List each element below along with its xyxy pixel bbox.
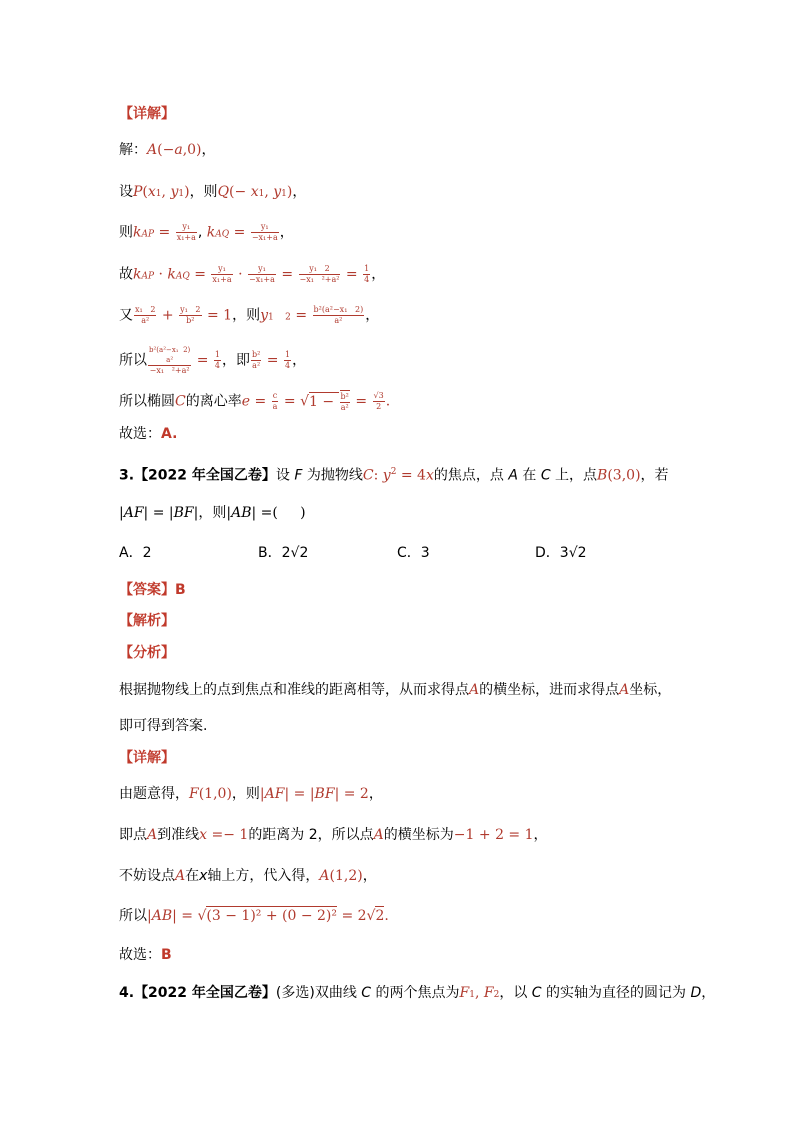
fenxi-heading: 【分析】 — [119, 645, 175, 661]
answer-label: 【答案】B — [119, 582, 186, 598]
option-b — [258, 543, 308, 563]
detail3-line-2: 即点A到准线x =− 1的距离为 2，所以点A的横坐标为−1 + 2 = 1， — [119, 827, 548, 843]
solution-line-7: 所以椭圆C的离心率e = $\frac{c}{a}$ = √1 − $\frac{\text{b²}}{\text{a²}}$ = $\frac{√3}{2}$ . — [119, 391, 391, 412]
question4-stem: 4.【2022 年全国乙卷】(多选)双曲线 C 的两个焦点为F1, F2，以 C 的实轴为直径的圆记为 D， — [119, 985, 716, 1001]
option-c — [397, 543, 430, 563]
detail3-line-1: 由题意得，F(1,0)，则|AF| = |BF| = 2， — [119, 786, 383, 802]
question3-number: 3. — [119, 467, 135, 484]
choice-line-3: 故选：B — [119, 947, 172, 963]
detail3-line-4: 所以|AB| = √(3 − 1)² + (0 − 2)² = 2√2. — [119, 908, 389, 924]
solution-line-2: 设P(x1, y1)，则Q(− x1, y1)， — [119, 184, 307, 200]
option-c-value: 3 — [420, 545, 430, 561]
fenxi-line-1: 根据抛物线上的点到焦点和准线的距离相等，从而求得点A的横坐标，进而求得点A坐标， — [119, 682, 672, 698]
solution-line-1: 解：A(−a,0)， — [119, 142, 216, 158]
option-d — [535, 543, 587, 563]
detail-heading-1: 【详解】 — [119, 106, 175, 122]
option-a-label: A． — [119, 545, 143, 561]
detail3-line-3: 不妨设点A在x轴上方，代入得，A(1,2)， — [119, 868, 377, 884]
option-d-value: 3√2 — [559, 545, 587, 561]
fenxi-line-2: 即可得到答案. — [119, 718, 208, 734]
question3-stem-line2: |AF| = |BF|，则|AB| =( ) — [119, 505, 306, 521]
analysis-heading: 【解析】 — [119, 613, 175, 629]
option-b-label: B． — [258, 545, 282, 561]
choice-line-1: 故选：A. — [119, 426, 178, 442]
solution-line-3: 则kAP = $\frac{\text{y₁}}{\text{x₁+a}}$ , kAQ = $\frac{\text{y₁}}{\text{−x₁+a}}$ ， — [119, 222, 294, 242]
solution-line-4: 故kAP · kAQ = $\frac{\text{y₁}}{\text{x₁+a}}$ · $\frac{\text{y₁}}{\text{−x₁+a}}$ = $\frac{\text{y₁ 2}}{\text{−x₁ ²+a²}}$ = $\frac{1}{4}$ ， — [119, 264, 386, 284]
option-b-value: 2√2 — [281, 545, 309, 561]
detail-heading-3: 【详解】 — [119, 750, 175, 766]
option-d-label: D． — [535, 545, 560, 561]
question3-source: 【2022 年全国乙卷】 — [134, 467, 276, 484]
question4-source: 【2022 年全国乙卷】 — [134, 985, 276, 1001]
question4-number: 4. — [119, 985, 135, 1001]
solution-line-5: 又 $\frac{\text{x₁ 2}}{\text{a²}}$ + $\frac{\text{y₁ 2}}{\text{b²}}$ = 1，则y1 2 = $\frac{\text{b²(a²−x₁ 2)}}{\text{a²}}$ ， — [119, 305, 380, 325]
option-a-value: 2 — [142, 545, 152, 561]
option-a — [119, 543, 152, 563]
option-c-label: C． — [397, 545, 421, 561]
solution-line-6: 所以 b²(a²−x₁ 2) a² −x₁ ²+a² = $\frac{1}{4}$ ，即 $\frac{\text{b²}}{\text{a²}}$ = $\frac{1}{4}$ ， — [119, 346, 307, 375]
question3-stem-line1: 3.【2022 年全国乙卷】设 F 为抛物线C: $y^2 = 4x$的焦点，点 A 在 C 上，点B(3,0)，若 — [119, 467, 669, 484]
